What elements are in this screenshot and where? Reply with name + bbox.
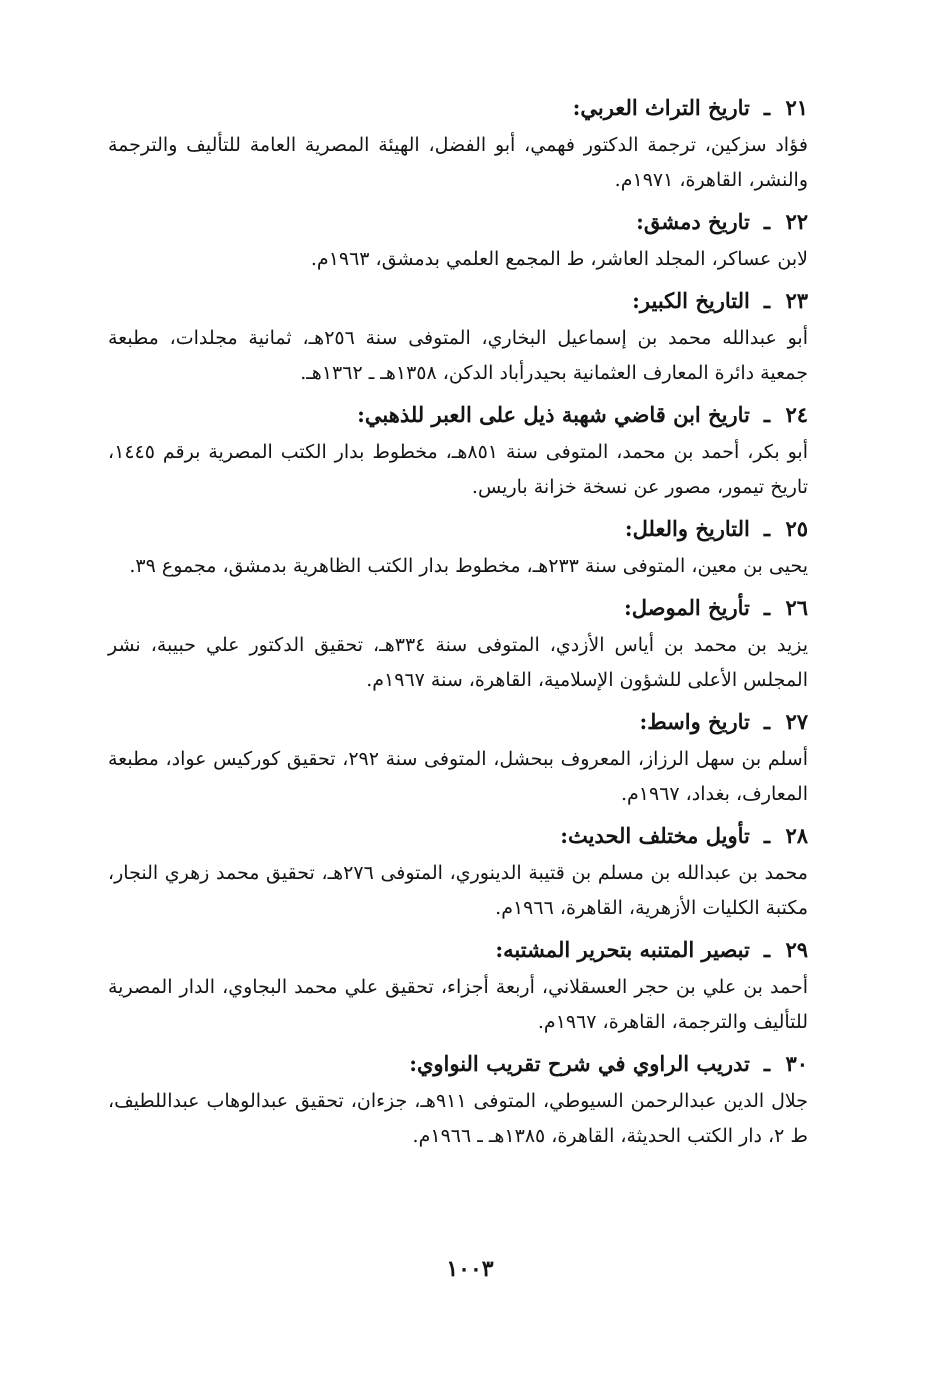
entry-heading xyxy=(108,88,808,128)
entry-number: ٢٦ xyxy=(785,595,808,620)
bibliography-entry xyxy=(108,588,808,698)
entry-description: أسلم بن سهل الرزاز، المعروف ببحشل، المتوفى سنة ٢٩٢، تحقيق كوركيس عواد، مطبعة المعارف، بغداد، ١٩٦٧م. xyxy=(108,748,808,805)
entry-dash: ـ xyxy=(763,209,770,234)
entry-title: تأريخ الموصل: xyxy=(624,595,750,620)
entry-title: تدريب الراوي في شرح تقريب النواوي: xyxy=(409,1051,750,1076)
entry-number: ٢٢ xyxy=(785,209,808,234)
entry-dash: ـ xyxy=(763,402,770,427)
entry-number: ٢٥ xyxy=(785,516,808,541)
entry-description: محمد بن عبدالله بن مسلم بن قتيبة الدينوري، المتوفى ٢٧٦هـ، تحقيق محمد زهري النجار، مكتبة الكليات الأزهرية، القاهرة، ١٩٦٦م. xyxy=(108,862,808,919)
entry-description: أبو بكر، أحمد بن محمد، المتوفى سنة ٨٥١هـ، مخطوط بدار الكتب المصرية برقم ١٤٤٥، تاريخ تيمور، مصور عن نسخة خزانة باريس. xyxy=(108,441,808,498)
entry-number: ٢٨ xyxy=(785,823,808,848)
entry-title: تاريخ التراث العربي: xyxy=(572,95,750,120)
entry-dash: ـ xyxy=(763,95,770,120)
entry-title: تاريخ واسط: xyxy=(639,709,750,734)
entry-heading xyxy=(108,702,808,742)
entry-dash: ـ xyxy=(763,516,770,541)
entry-dash: ـ xyxy=(763,823,770,848)
entry-heading xyxy=(108,395,808,435)
bibliography-entry xyxy=(108,1044,808,1154)
entry-heading xyxy=(108,202,808,242)
entry-title: تاريخ ابن قاضي شهبة ذيل على العبر للذهبي: xyxy=(357,402,750,427)
entry-dash: ـ xyxy=(763,288,770,313)
entry-heading xyxy=(108,816,808,856)
bibliography-entry xyxy=(108,88,808,198)
entry-description: يحيى بن معين، المتوفى سنة ٢٣٣هـ، مخطوط بدار الكتب الظاهرية بدمشق، مجموع ٣٩. xyxy=(129,555,808,577)
entry-number: ٢٩ xyxy=(785,937,808,962)
entry-title: التاريخ والعلل: xyxy=(624,516,750,541)
entry-dash: ـ xyxy=(763,937,770,962)
bibliography-entry xyxy=(108,281,808,391)
entry-description: يزيد بن محمد بن أياس الأزدي، المتوفى سنة ٣٣٤هـ، تحقيق الدكتور علي حبيبة، نشر المجلس الأعلى للشؤون الإسلامية، القاهرة، سنة ١٩٦٧م. xyxy=(108,634,809,691)
entry-number: ٢٧ xyxy=(785,709,808,734)
entry-number: ٢٤ xyxy=(785,402,808,427)
bibliography-entry xyxy=(108,702,808,812)
entry-number: ٢٣ xyxy=(785,288,808,313)
bibliography-list xyxy=(108,88,808,1158)
entry-heading xyxy=(108,588,808,628)
bibliography-entry xyxy=(108,395,808,505)
entry-heading xyxy=(108,930,808,970)
bibliography-entry xyxy=(108,202,808,277)
entry-dash: ـ xyxy=(763,595,770,620)
entry-heading xyxy=(108,1044,808,1084)
entry-number: ٣٠ xyxy=(785,1051,808,1076)
bibliography-entry xyxy=(108,816,808,926)
entry-heading xyxy=(108,281,808,321)
page-number: ١٠٠٣ xyxy=(446,1256,494,1282)
entry-title: تبصير المتنبه بتحرير المشتبه: xyxy=(495,937,750,962)
bibliography-entry xyxy=(108,509,808,584)
entry-title: تاريخ دمشق: xyxy=(636,209,750,234)
entry-description: لابن عساكر، المجلد العاشر، ط المجمع العلمي بدمشق، ١٩٦٣م. xyxy=(310,248,808,270)
entry-dash: ـ xyxy=(763,1051,770,1076)
entry-description: أحمد بن علي بن حجر العسقلاني، أربعة أجزاء، تحقيق علي محمد البجاوي، الدار المصرية للتأليف والترجمة، القاهرة، ١٩٦٧م. xyxy=(108,976,808,1033)
bibliography-entry xyxy=(108,930,808,1040)
entry-description: أبو عبدالله محمد بن إسماعيل البخاري، المتوفى سنة ٢٥٦هـ، ثمانية مجلدات، مطبعة جمعية دائرة المعارف العثمانية بحيدرأباد الدكن، ١٣٥٨هـ ـ ١٣٦٢هـ. xyxy=(108,327,808,384)
entry-description: جلال الدين عبدالرحمن السيوطي، المتوفى ٩١١هـ، جزءان، تحقيق عبدالوهاب عبداللطيف، ط ٢، دار الكتب الحديثة، القاهرة، ١٣٨٥هـ ـ ١٩٦٦م. xyxy=(108,1090,808,1147)
entry-title: التاريخ الكبير: xyxy=(632,288,750,313)
entry-heading xyxy=(108,509,808,549)
entry-dash: ـ xyxy=(763,709,770,734)
entry-number: ٢١ xyxy=(785,95,808,120)
entry-description: فؤاد سزكين، ترجمة الدكتور فهمي، أبو الفضل، الهيئة المصرية العامة للتأليف والترجمة والنشر، القاهرة، ١٩٧١م. xyxy=(108,134,808,191)
entry-title: تأويل مختلف الحديث: xyxy=(560,823,750,848)
